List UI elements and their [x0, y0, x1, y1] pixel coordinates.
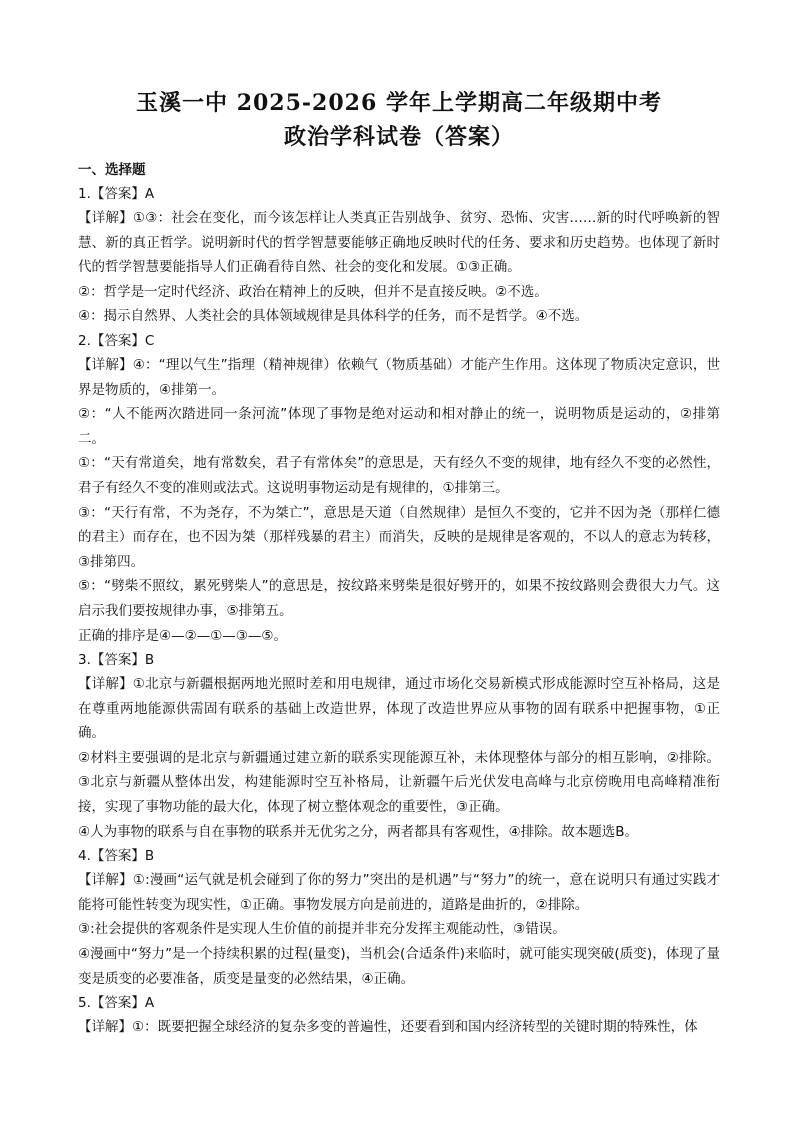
- explanation-paragraph: 【详解】①北京与新疆根据两地光照时差和用电规律，通过市场化交易新模式形成能源时空互补格局，这是在尊重两地能源供需固有联系的基础上改造世界，体现了改造世界应从事物的固有联系中把握事物，①正确。: [78, 676, 720, 742]
- explanation-paragraph: ④人为事物的联系与自在事物的联系并无优劣之分，两者都具有客观性，④排除。故本题选B。: [78, 823, 638, 840]
- answer-line: 4.【答案】B: [78, 848, 155, 865]
- answer-line: 2.【答案】C: [78, 332, 155, 349]
- answer-line: 3.【答案】B: [78, 652, 155, 669]
- explanation-paragraph: ②：哲学是一定时代经济、政治在精神上的反映，但并不是直接反映。②不选。: [78, 283, 548, 300]
- explanation-paragraph: ③：“天行有常，不为尧存，不为桀亡”，意思是天道（自然规律）是恒久不变的，它并不因为尧（那样仁德的君主）而存在，也不因为桀（那样残暴的君主）而消失，反映的是规律是客观的，不以人的意志为转移，③排第四。: [78, 504, 720, 570]
- question-4: [78, 844, 720, 991]
- explanation-paragraph: 【详解】①:漫画“运气就是机会碰到了你的努力”突出的是机遇”与“努力”的统一，意在说明只有通过实践才能将可能性转变为现实性，①正确。事物发展方向是前进的，道路是曲折的，②排除。: [78, 872, 720, 913]
- explanation-paragraph: ②：“人不能两次踏进同一条河流”体现了事物是绝对运动和相对静止的统一，说明物质是运动的，②排第二。: [78, 406, 720, 447]
- explanation-paragraph: 正确的排序是④—②—①—③—⑤。: [78, 627, 288, 644]
- explanation-paragraph: 【详解】④：“理以气生”指理（精神规律）依赖气（物质基础）才能产生作用。这体现了物质决定意识，世界是物质的，④排第一。: [78, 356, 720, 398]
- explanation-paragraph: 【详解】①③：社会在变化，而今该怎样让人类真正告别战争、贫穷、恐怖、灾害……新的时代呼唤新的智慧、新的真正哲学。说明新时代的哲学智慧要能够正确地反映时代的任务、要求和历史趋势。也体现了新时代的哲学智慧要能指导人们正确看待自然、社会的变化和发展。①③正确。: [78, 210, 720, 276]
- exam-title: 玉溪一中 2025-2026 学年上学期高二年级期中考: [136, 90, 662, 116]
- explanation-paragraph: ⑤：“劈柴不照纹，累死劈柴人”的意思是，按纹路来劈柴是很好劈开的，如果不按纹路则会费很大力气。这启示我们要按规律办事，⑤排第五。: [78, 578, 720, 619]
- question-1: [78, 182, 720, 329]
- explanation-paragraph: ①：“天有常道矣，地有常数矣，君子有常体矣”的意思是，天有经久不变的规律，地有经久不变的必然性，君子有经久不变的准则或法式。这说明事物运动是有规律的，①排第三。: [78, 455, 720, 496]
- question-5: [78, 991, 720, 1040]
- answer-line: 5.【答案】A: [78, 995, 155, 1012]
- explanation-paragraph: ④：揭示自然界、人类社会的具体领域规律是具体科学的任务，而不是哲学。④不选。: [78, 308, 589, 325]
- explanation-paragraph: ③:社会提供的客观条件是实现人生价值的前提并非充分发挥主观能动性，③错误。: [78, 921, 566, 938]
- section-heading: 一、选择题: [78, 162, 146, 178]
- exam-subtitle: 政治学科试卷（答案）: [283, 124, 514, 150]
- explanation-paragraph: ②材料主要强调的是北京与新疆通过建立新的联系实现能源互补，未体现整体与部分的相互影响，②排除。③北京与新疆从整体出发，构建能源时空互补格局，让新疆午后光伏发电高峰与北京傍晚用电高峰精准衔接，实现了事物功能的最大化，体现了树立整体观念的重要性，③正确。: [78, 749, 720, 816]
- answer-line: 1.【答案】A: [78, 186, 155, 202]
- explanation-paragraph: 【详解】①：既要把握全球经济的复杂多变的普遍性，还要看到和国内经济转型的关键时期的特殊性，体: [78, 1019, 698, 1036]
- explanation-paragraph: ④漫画中“努力”是一个持续积累的过程(量变)，当机会(合适条件)来临时，就可能实现突破(质变)，体现了量变是质变的必要准备，质变是量变的必然结果，④正确。: [78, 946, 720, 987]
- question-3: [78, 648, 720, 844]
- question-2: [78, 329, 720, 648]
